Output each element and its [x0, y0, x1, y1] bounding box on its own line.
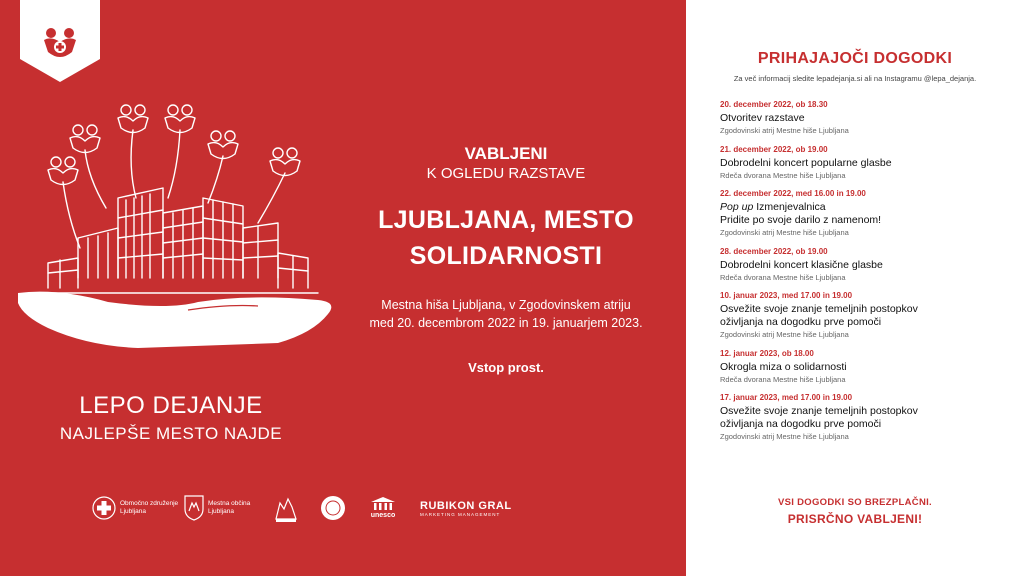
event-item — [720, 145, 1010, 181]
event-place: Rdeča dvorana Mestne hiše Ljubljana — [720, 272, 846, 282]
location-line-2: med 20. decembrom 2022 in 19. januarjem 2023. — [369, 316, 643, 330]
invite-line-2: K OGLEDU RAZSTAVE — [426, 165, 586, 182]
rubikon-label: RUBIKON GRAL — [420, 499, 512, 512]
city-crest-icon — [184, 495, 204, 521]
event-name: Osvežite svoje znanje temeljnih postopkov — [720, 303, 918, 315]
event-item — [720, 291, 1010, 340]
rubikon-logo — [420, 488, 512, 528]
free-entry: Vstop prost. — [468, 360, 544, 375]
people-icon-3 — [165, 105, 195, 133]
exhibition-title-line-1: LJUBLJANA, MESTO — [378, 206, 634, 234]
red-cross-label: Območno združenje Ljubljana — [120, 500, 179, 515]
rubikon-sublabel: MARKETING MANAGEMENT — [420, 511, 501, 517]
red-cross-icon — [92, 496, 116, 520]
event-date: 17. januar 2023, med 17.00 in 19.00 — [720, 393, 853, 402]
red-cross-logo — [92, 488, 178, 528]
event-name-line-2: oživljanja na dogodku prve pomoči — [720, 418, 882, 430]
right-panel — [686, 0, 1024, 576]
event-item — [720, 189, 1010, 238]
people-icon-2 — [70, 125, 100, 153]
event-name — [720, 201, 1010, 214]
hand-shape — [18, 292, 331, 348]
event-name: Dobrodelni koncert popularne glasbe — [720, 156, 892, 169]
city-logo — [184, 488, 250, 528]
event-place: Zgodovinski atrij Mestne hiše Ljubljana — [720, 330, 849, 339]
welcome-note: PRISRČNO VABLJENI! — [787, 512, 923, 526]
event-date: 12. januar 2023, ob 18.00 — [720, 348, 814, 358]
event-name: Otvoritev razstave — [720, 112, 805, 124]
people-icon-1 — [118, 105, 148, 133]
event-name: Okrogla miza o solidarnosti — [720, 360, 847, 373]
city-label: Mestna občina Ljubljana — [208, 500, 251, 515]
event-item — [720, 100, 1010, 136]
more-info-text: Za več informacij sledite lepadejanja.si ali na Instagramu @lepa_dejanja. — [733, 74, 977, 83]
event-date: 20. december 2022, ob 18.30 — [720, 100, 828, 109]
location-line-1: Mestna hiša Ljubljana, v Zgodovinskem atriju — [381, 298, 631, 312]
city-in-hand-illustration — [18, 88, 338, 368]
invite-line-1: VABLJENI — [464, 144, 548, 163]
lepo-dejanje-logo-icon — [42, 26, 78, 62]
event-place: Zgodovinski atrij Mestne hiše Ljubljana — [720, 432, 849, 441]
upcoming-events-title: PRIHAJAJOČI DOGODKI — [757, 50, 953, 67]
event-place: Rdeča dvorana Mestne hiše Ljubljana — [720, 374, 846, 384]
event-name-line-2: oživljanja na dogodku prve pomoči — [720, 316, 882, 328]
event-date: 28. december 2022, ob 19.00 — [720, 246, 828, 256]
event-name: Dobrodelni koncert klasične glasbe — [720, 258, 883, 271]
event-item — [720, 349, 1010, 385]
unesco-label: unesco — [370, 512, 396, 519]
event-place: Rdeča dvorana Mestne hiše Ljubljana — [720, 170, 846, 180]
unesco-logo — [370, 488, 396, 528]
partner-logos — [92, 488, 612, 528]
dragon-badge-icon — [274, 493, 298, 523]
logo-tab — [20, 0, 100, 82]
event-date: 10. januar 2023, med 17.00 in 19.00 — [720, 291, 853, 300]
people-icon-6 — [270, 148, 300, 176]
people-icon-5 — [48, 157, 78, 185]
event-date: 21. december 2022, ob 19.00 — [720, 144, 828, 154]
events-list — [720, 100, 1010, 451]
event-place: Zgodovinski atrij Mestne hiše Ljubljana — [720, 228, 849, 237]
exhibition-title-line-2: SOLIDARNOSTI — [409, 242, 603, 270]
round-badge-icon — [320, 495, 346, 521]
event-name-italic: Pop up — [720, 201, 754, 213]
event-name-line-2: Pridite po svoje darilo z namenom! — [720, 214, 882, 226]
free-events-note: VSI DOGODKI SO BREZPLAČNI. — [777, 497, 932, 508]
event-name-rest: Izmenjevalnica — [753, 201, 826, 213]
event-item — [720, 393, 1010, 442]
brand-title: LEPO DEJANJE — [79, 392, 263, 419]
people-icon-4 — [208, 131, 238, 159]
brand-subtitle: NAJLEPŠE MESTO NAJDE — [59, 424, 283, 443]
unesco-temple-icon — [370, 496, 396, 512]
event-name: Osvežite svoje znanje temeljnih postopkov — [720, 405, 918, 417]
round-partner-logo — [320, 488, 346, 528]
event-date: 22. december 2022, med 16.00 in 19.00 — [720, 189, 866, 198]
event-place: Zgodovinski atrij Mestne hiše Ljubljana — [720, 126, 849, 135]
event-item — [720, 247, 1010, 283]
green-capital-logo — [274, 488, 298, 528]
